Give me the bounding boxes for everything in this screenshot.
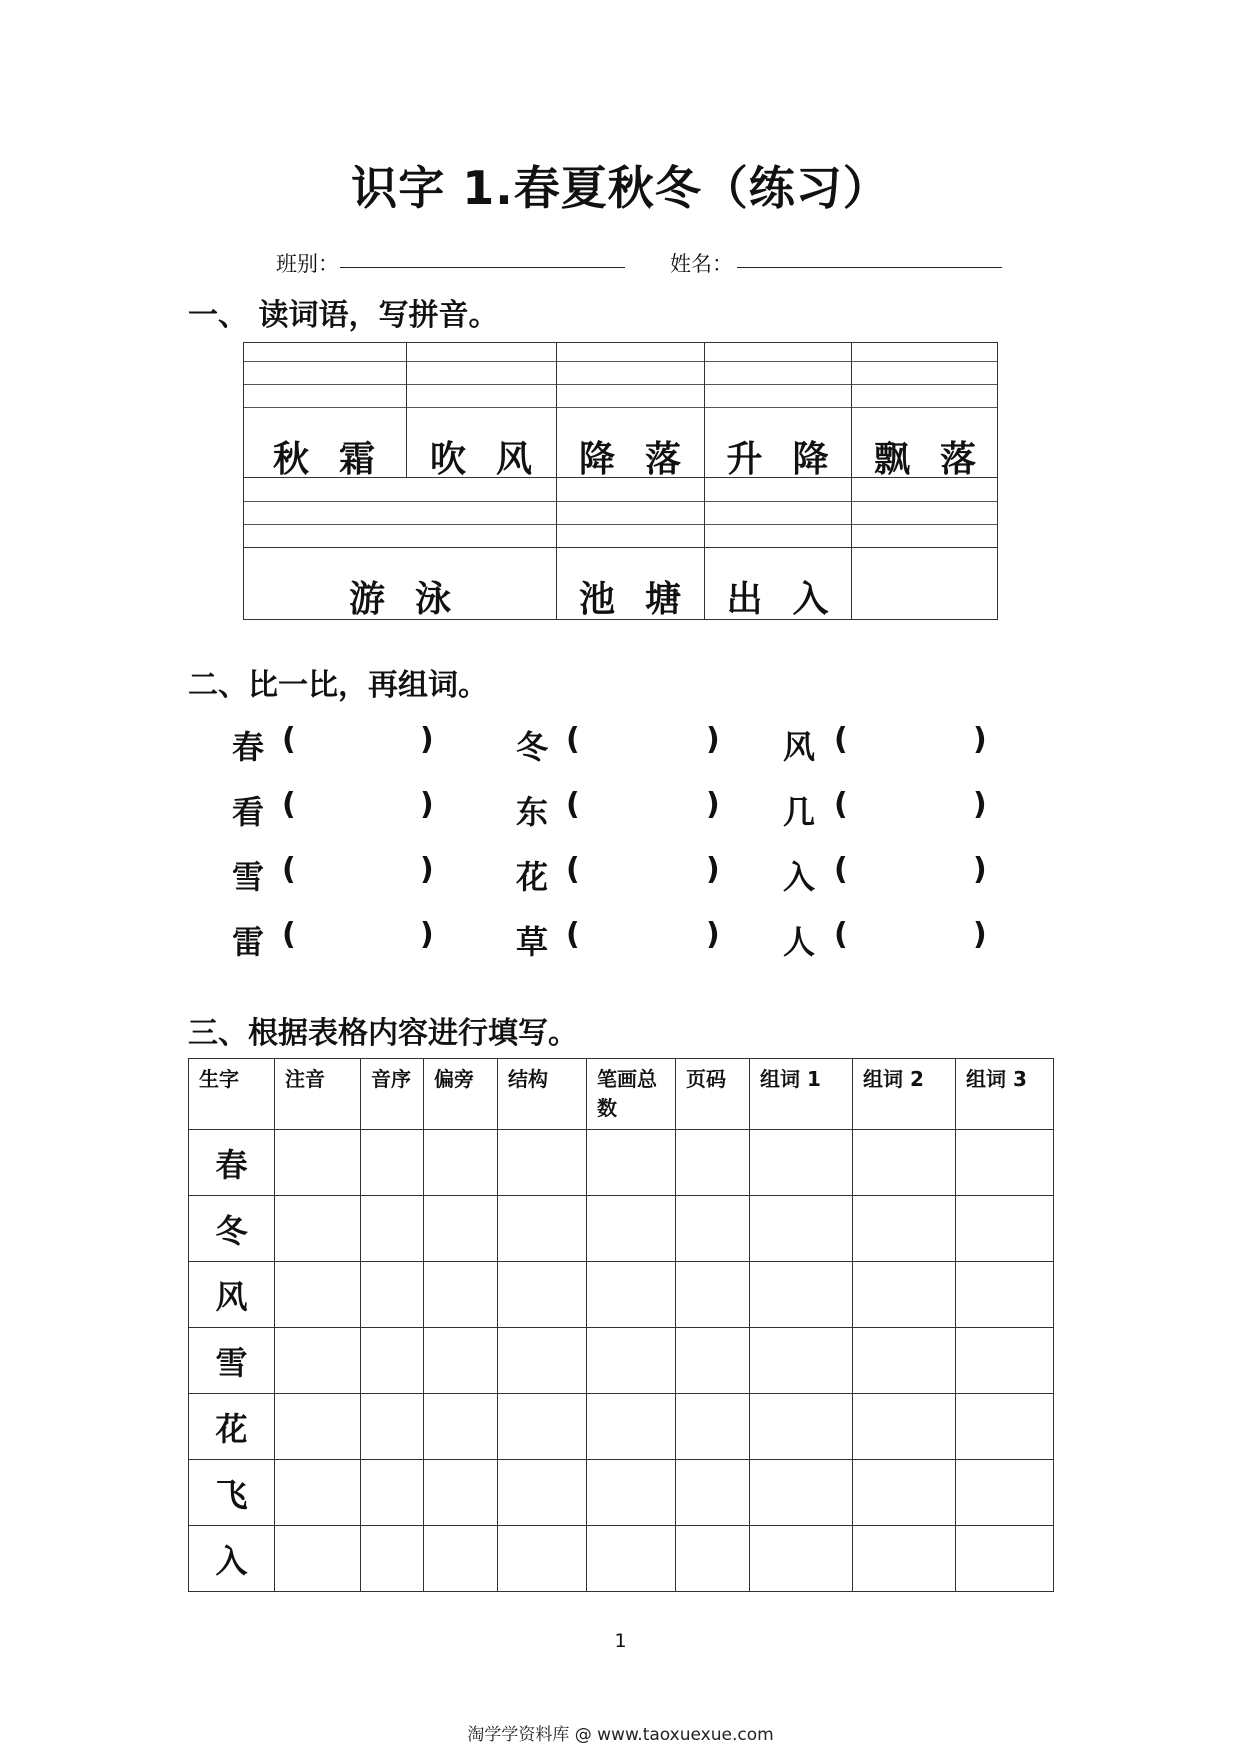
compare-char: 雷 (232, 923, 265, 961)
table-header: 组词 2 (853, 1059, 956, 1130)
close-paren: ) (706, 917, 720, 952)
table-header: 注音 (275, 1059, 361, 1130)
close-paren: ) (973, 917, 987, 952)
table-row (189, 1460, 1054, 1526)
table-char: 飞 (189, 1460, 275, 1526)
class-field[interactable] (340, 267, 625, 268)
footer-watermark: 淘学学资料库 @ www.taoxuexue.com (467, 1725, 774, 1745)
compare-char: 风 (783, 728, 816, 766)
close-paren: ) (973, 722, 987, 757)
table-header: 生字 (189, 1059, 275, 1130)
compare-char: 几 (783, 793, 816, 831)
table-row (189, 1526, 1054, 1592)
table-header: 页码 (676, 1059, 750, 1130)
compare-char: 东 (516, 793, 549, 831)
page-title: 识字 1.春夏秋冬（练习） (351, 161, 890, 215)
page-number: 1 (614, 1630, 627, 1652)
close-paren: ) (706, 787, 720, 822)
class-label: 班别： (276, 252, 339, 276)
character-table (188, 1058, 1054, 1592)
close-paren: ) (420, 852, 434, 887)
open-paren: ( (566, 787, 580, 822)
table-char: 花 (189, 1394, 275, 1460)
table-row (189, 1328, 1054, 1394)
open-paren: ( (282, 722, 296, 757)
close-paren: ) (420, 917, 434, 952)
section3-heading: 三、根据表格内容进行填写。 (188, 1016, 578, 1051)
section1-heading: 一、 读词语，写拼音。 (188, 298, 499, 333)
word-cell: 降落 (578, 439, 711, 480)
table-header: 偏旁 (424, 1059, 498, 1130)
compare-char: 草 (516, 923, 549, 961)
word-cell: 吹风 (429, 439, 562, 480)
compare-char: 人 (783, 923, 816, 961)
compare-char: 雪 (232, 858, 265, 896)
close-paren: ) (973, 787, 987, 822)
open-paren: ( (282, 917, 296, 952)
section2-heading: 二、比一比，再组词。 (188, 668, 488, 703)
table-header: 组词 1 (750, 1059, 853, 1130)
compare-char: 入 (783, 858, 816, 896)
table-char: 冬 (189, 1196, 275, 1262)
compare-char: 看 (232, 793, 265, 831)
word-cell: 升降 (726, 439, 859, 480)
open-paren: ( (282, 787, 296, 822)
word-cell: 秋霜 (272, 439, 405, 480)
table-char: 雪 (189, 1328, 275, 1394)
open-paren: ( (834, 852, 848, 887)
table-header: 笔画总数 (587, 1059, 676, 1130)
open-paren: ( (566, 722, 580, 757)
word-cell: 飘落 (873, 439, 1006, 480)
open-paren: ( (834, 787, 848, 822)
table-row (189, 1262, 1054, 1328)
table-header: 结构 (498, 1059, 587, 1130)
close-paren: ) (420, 787, 434, 822)
table-char: 入 (189, 1526, 275, 1592)
open-paren: ( (566, 852, 580, 887)
compare-char: 花 (516, 858, 549, 896)
close-paren: ) (706, 722, 720, 757)
table-row (189, 1394, 1054, 1460)
name-label: 姓名： (670, 252, 733, 276)
table-header: 音序 (361, 1059, 424, 1130)
word-cell: 出入 (726, 579, 859, 620)
compare-char: 春 (232, 728, 265, 766)
table-row (189, 1130, 1054, 1196)
word-cell: 游泳 (348, 579, 481, 620)
name-field[interactable] (737, 267, 1002, 268)
table-char: 春 (189, 1130, 275, 1196)
close-paren: ) (706, 852, 720, 887)
table-char: 风 (189, 1262, 275, 1328)
compare-char: 冬 (516, 728, 549, 766)
open-paren: ( (566, 917, 580, 952)
close-paren: ) (420, 722, 434, 757)
close-paren: ) (973, 852, 987, 887)
pinyin-grid (243, 342, 1006, 620)
open-paren: ( (282, 852, 296, 887)
table-row (189, 1196, 1054, 1262)
word-cell: 池塘 (578, 579, 711, 620)
table-header: 组词 3 (956, 1059, 1054, 1130)
open-paren: ( (834, 917, 848, 952)
open-paren: ( (834, 722, 848, 757)
